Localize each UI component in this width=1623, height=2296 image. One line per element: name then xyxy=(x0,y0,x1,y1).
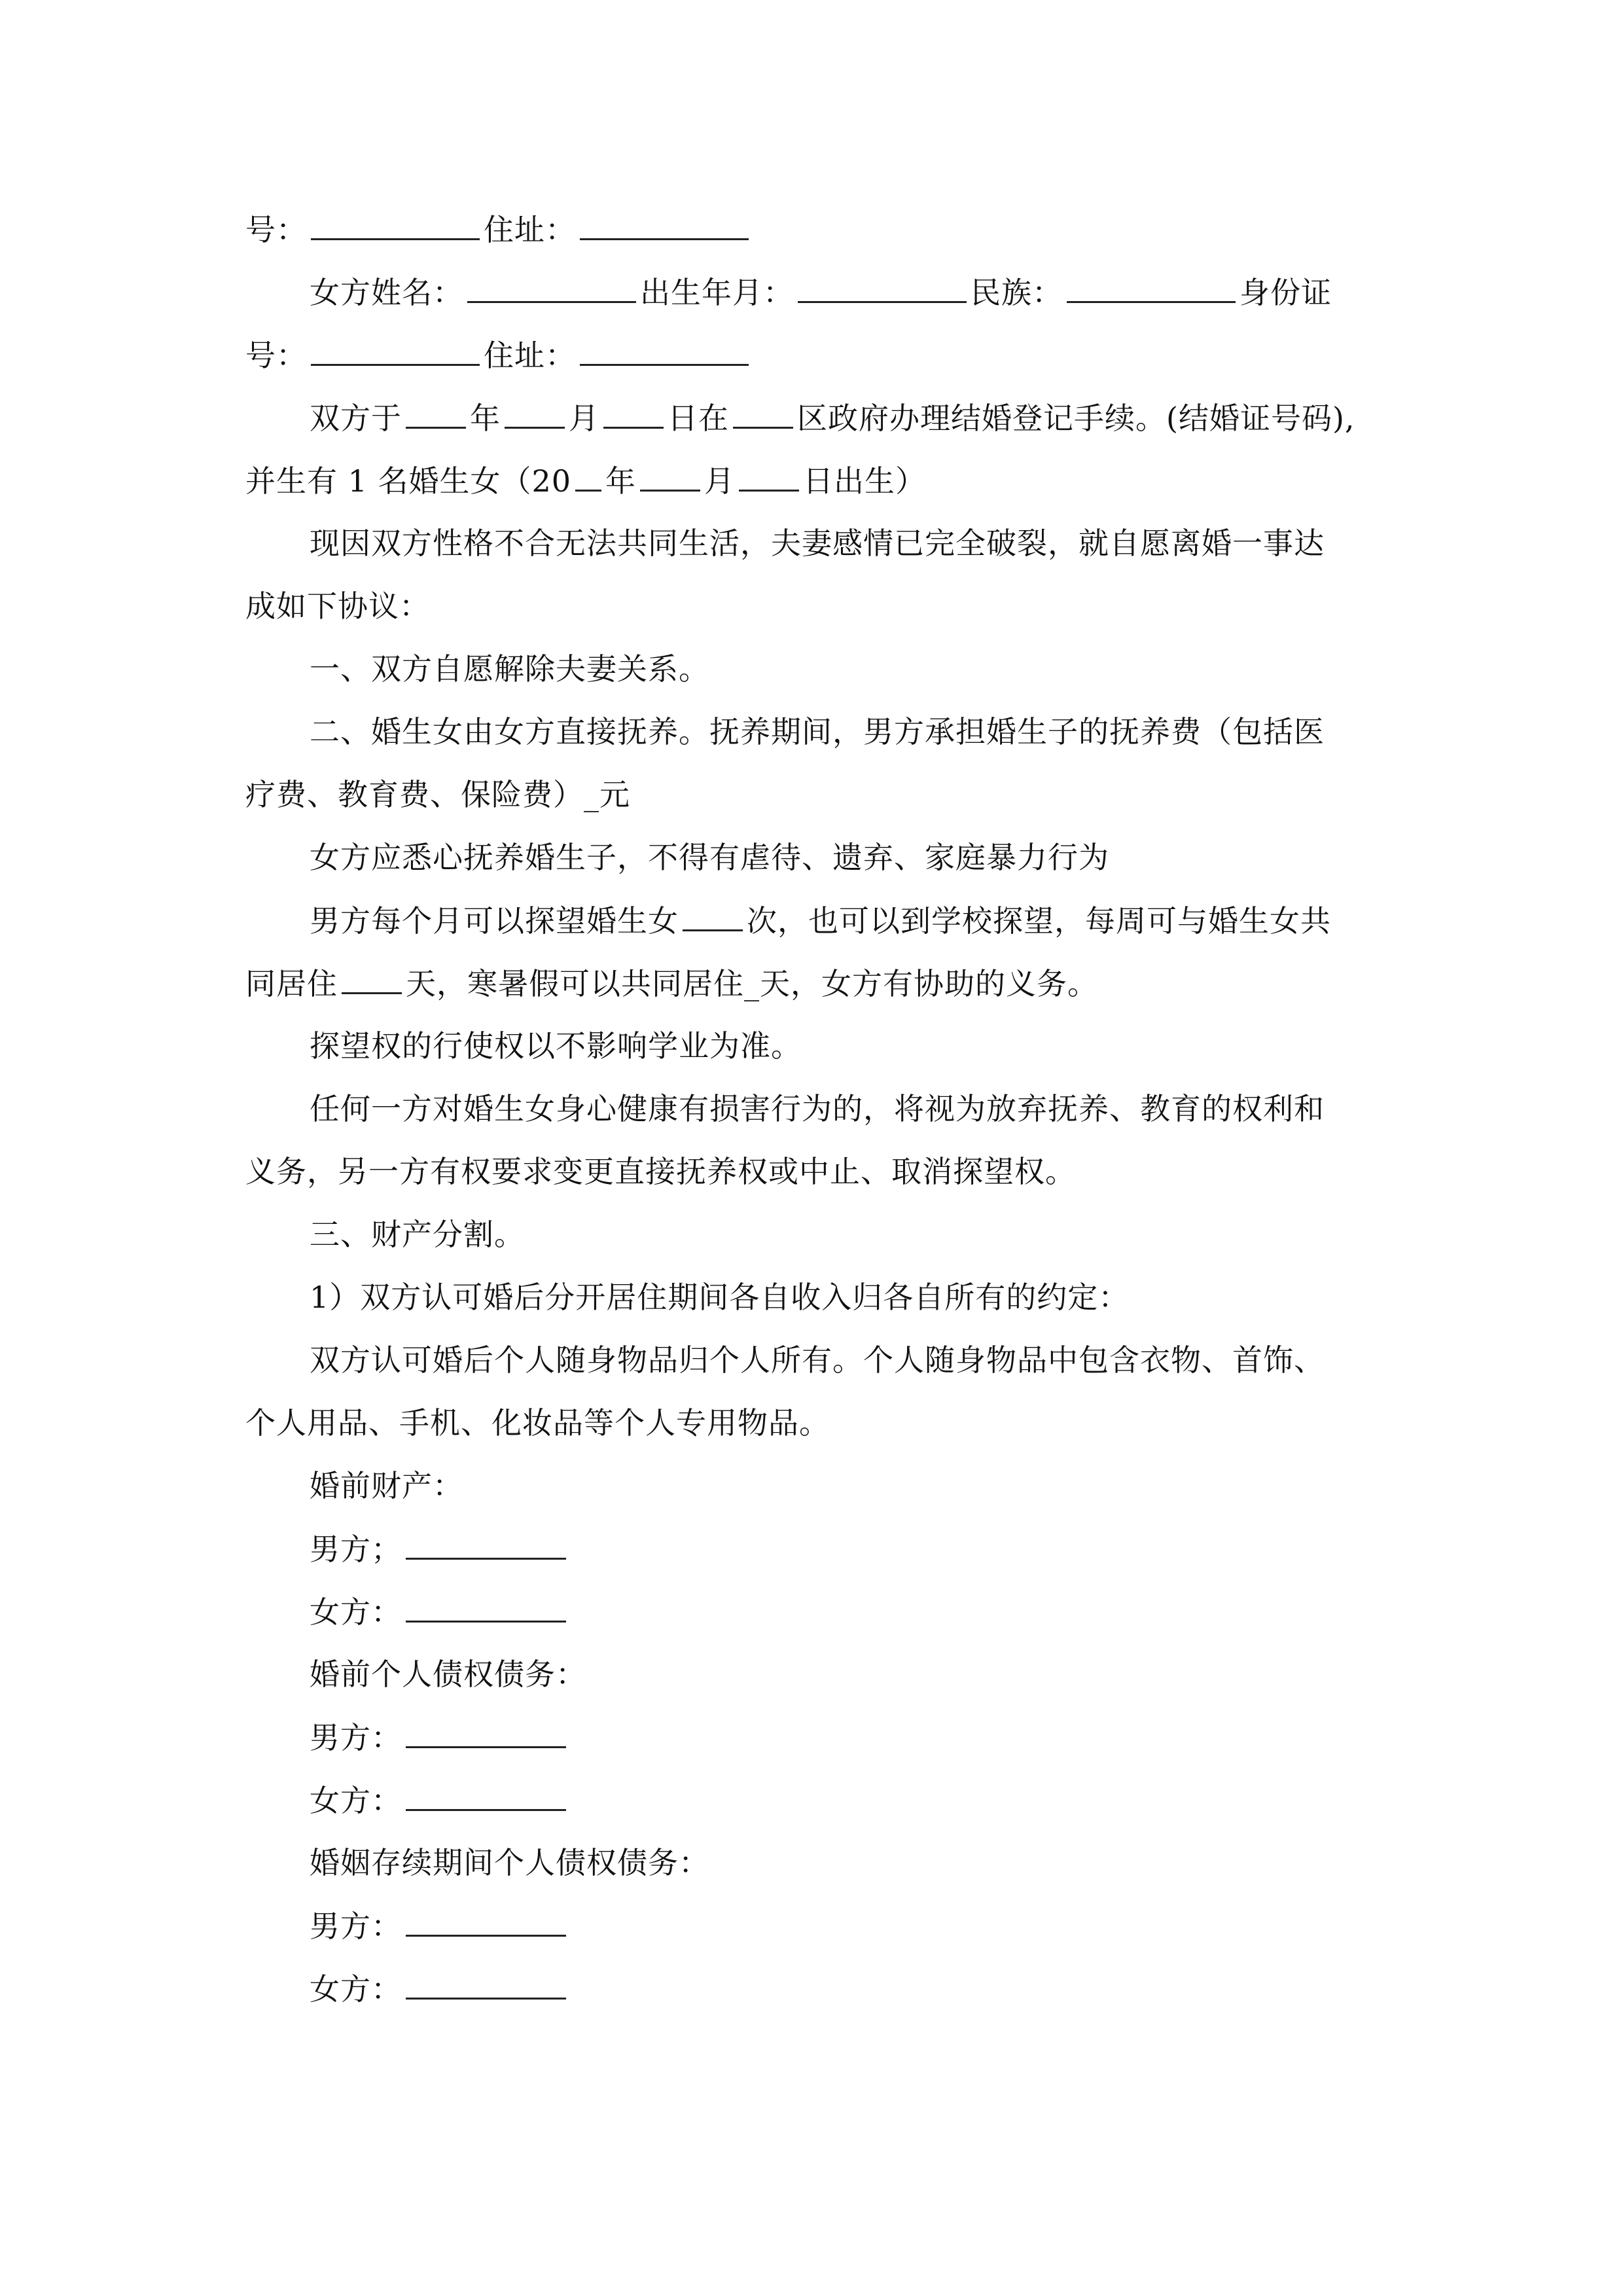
section-heading: 婚前财产： xyxy=(310,1468,463,1503)
birth-date-label: 出生年月： xyxy=(640,275,794,310)
text-span: 男方： xyxy=(310,1909,402,1944)
text-span: 月 xyxy=(704,463,736,499)
text-span: 男方； xyxy=(310,1532,402,1567)
id-card-label: 身份证 xyxy=(1240,275,1332,310)
paragraph-line: 义务，另一方有权要求变更直接抚养权或中止、取消探望权。 xyxy=(245,1154,1076,1189)
fill-blank[interactable] xyxy=(467,272,636,303)
fill-blank[interactable] xyxy=(733,398,793,429)
text-span: 男方每个月可以探望婚生女 xyxy=(310,903,679,939)
text-span: 月 xyxy=(569,401,599,436)
paragraph-line: 个人用品、手机、化妆品等个人专用物品。 xyxy=(245,1405,830,1441)
fill-blank[interactable] xyxy=(406,1780,566,1811)
address-label: 住址： xyxy=(484,212,576,247)
fill-blank[interactable] xyxy=(406,1592,566,1623)
id-number-label: 号： xyxy=(245,212,307,247)
text-span: 同居住 xyxy=(245,966,338,1001)
fill-blank[interactable] xyxy=(575,461,601,492)
text-span: 女方： xyxy=(310,1971,402,2007)
id-number-label: 号： xyxy=(245,338,307,373)
fill-blank[interactable] xyxy=(406,398,466,429)
visitation-line xyxy=(310,901,1331,941)
paragraph-line: 双方认可婚后个人随身物品归个人所有。个人随身物品中包含衣物、首饰、 xyxy=(310,1342,1325,1378)
male-entry xyxy=(310,1906,570,1946)
male-entry xyxy=(310,1717,570,1757)
fill-blank[interactable] xyxy=(640,461,700,492)
text-span: 男方： xyxy=(310,1720,402,1755)
paragraph-line: 1）双方认可婚后分开居住期间各自收入归各自所有的约定： xyxy=(310,1280,1130,1315)
text-span: 天，寒暑假可以共同居住_天，女方有协助的义务。 xyxy=(406,966,1098,1001)
text-span: 并生有 1 名婚生女（20 xyxy=(245,463,572,499)
child-birth-line xyxy=(245,461,926,501)
text-span: 双方于 xyxy=(310,401,402,436)
id-address-line-male xyxy=(245,209,753,249)
male-entry xyxy=(310,1529,570,1569)
paragraph-line: 任何一方对婚生女身心健康有损害行为的，将视为放弃抚养、教育的权利和 xyxy=(310,1091,1325,1126)
fill-blank[interactable] xyxy=(798,272,967,303)
clause-one: 一、双方自愿解除夫妻关系。 xyxy=(310,651,709,687)
text-span: 区政府办理结婚登记手续。(结婚证号码), xyxy=(797,401,1355,436)
text-span: 女方： xyxy=(310,1783,402,1818)
female-entry xyxy=(310,1592,570,1632)
text-span: 女方： xyxy=(310,1594,402,1630)
fill-blank[interactable] xyxy=(1067,272,1236,303)
fill-blank[interactable] xyxy=(580,335,749,366)
cohabitation-line xyxy=(245,963,1098,1003)
text-span: 日出生） xyxy=(803,463,927,499)
fill-blank[interactable] xyxy=(580,209,749,240)
clause-two: 二、婚生女由女方直接抚养。抚养期间，男方承担婚生子的抚养费（包括医 xyxy=(310,714,1325,749)
paragraph-line: 成如下协议： xyxy=(245,588,430,624)
id-address-line-female xyxy=(245,335,753,375)
paragraph-line: 疗费、教育费、保险费）_元 xyxy=(245,777,630,812)
fill-blank[interactable] xyxy=(311,209,480,240)
paragraph-line: 女方应悉心抚养婚生子，不得有虐待、遗弃、家庭暴力行为 xyxy=(310,840,1109,875)
female-name-label: 女方姓名： xyxy=(310,275,463,310)
fill-blank[interactable] xyxy=(406,1906,566,1937)
text-span: 年 xyxy=(470,401,501,436)
section-heading: 婚姻存续期间个人债权债务： xyxy=(310,1845,709,1880)
fill-blank[interactable] xyxy=(342,963,402,994)
paragraph-line: 探望权的行使权以不影响学业为准。 xyxy=(310,1028,802,1064)
clause-three: 三、财产分割。 xyxy=(310,1217,525,1252)
female-entry xyxy=(310,1780,570,1820)
fill-blank[interactable] xyxy=(406,1529,566,1560)
text-span: 日在 xyxy=(668,401,729,436)
ethnicity-label: 民族： xyxy=(971,275,1063,310)
female-info-line xyxy=(310,272,1332,312)
fill-blank[interactable] xyxy=(603,398,664,429)
text-span: 年 xyxy=(605,463,637,499)
fill-blank[interactable] xyxy=(311,335,480,366)
address-label: 住址： xyxy=(484,338,576,373)
fill-blank[interactable] xyxy=(406,1717,566,1748)
marriage-registration-line xyxy=(310,398,1355,438)
text-span: 次，也可以到学校探望，每周可与婚生女共 xyxy=(747,903,1331,939)
female-entry xyxy=(310,1969,570,2009)
fill-blank[interactable] xyxy=(683,901,743,931)
paragraph-line: 现因双方性格不合无法共同生活，夫妻感情已完全破裂，就自愿离婚一事达 xyxy=(310,526,1325,561)
section-heading: 婚前个人债权债务： xyxy=(310,1657,586,1692)
fill-blank[interactable] xyxy=(406,1969,566,2000)
fill-blank[interactable] xyxy=(505,398,565,429)
fill-blank[interactable] xyxy=(739,461,799,492)
